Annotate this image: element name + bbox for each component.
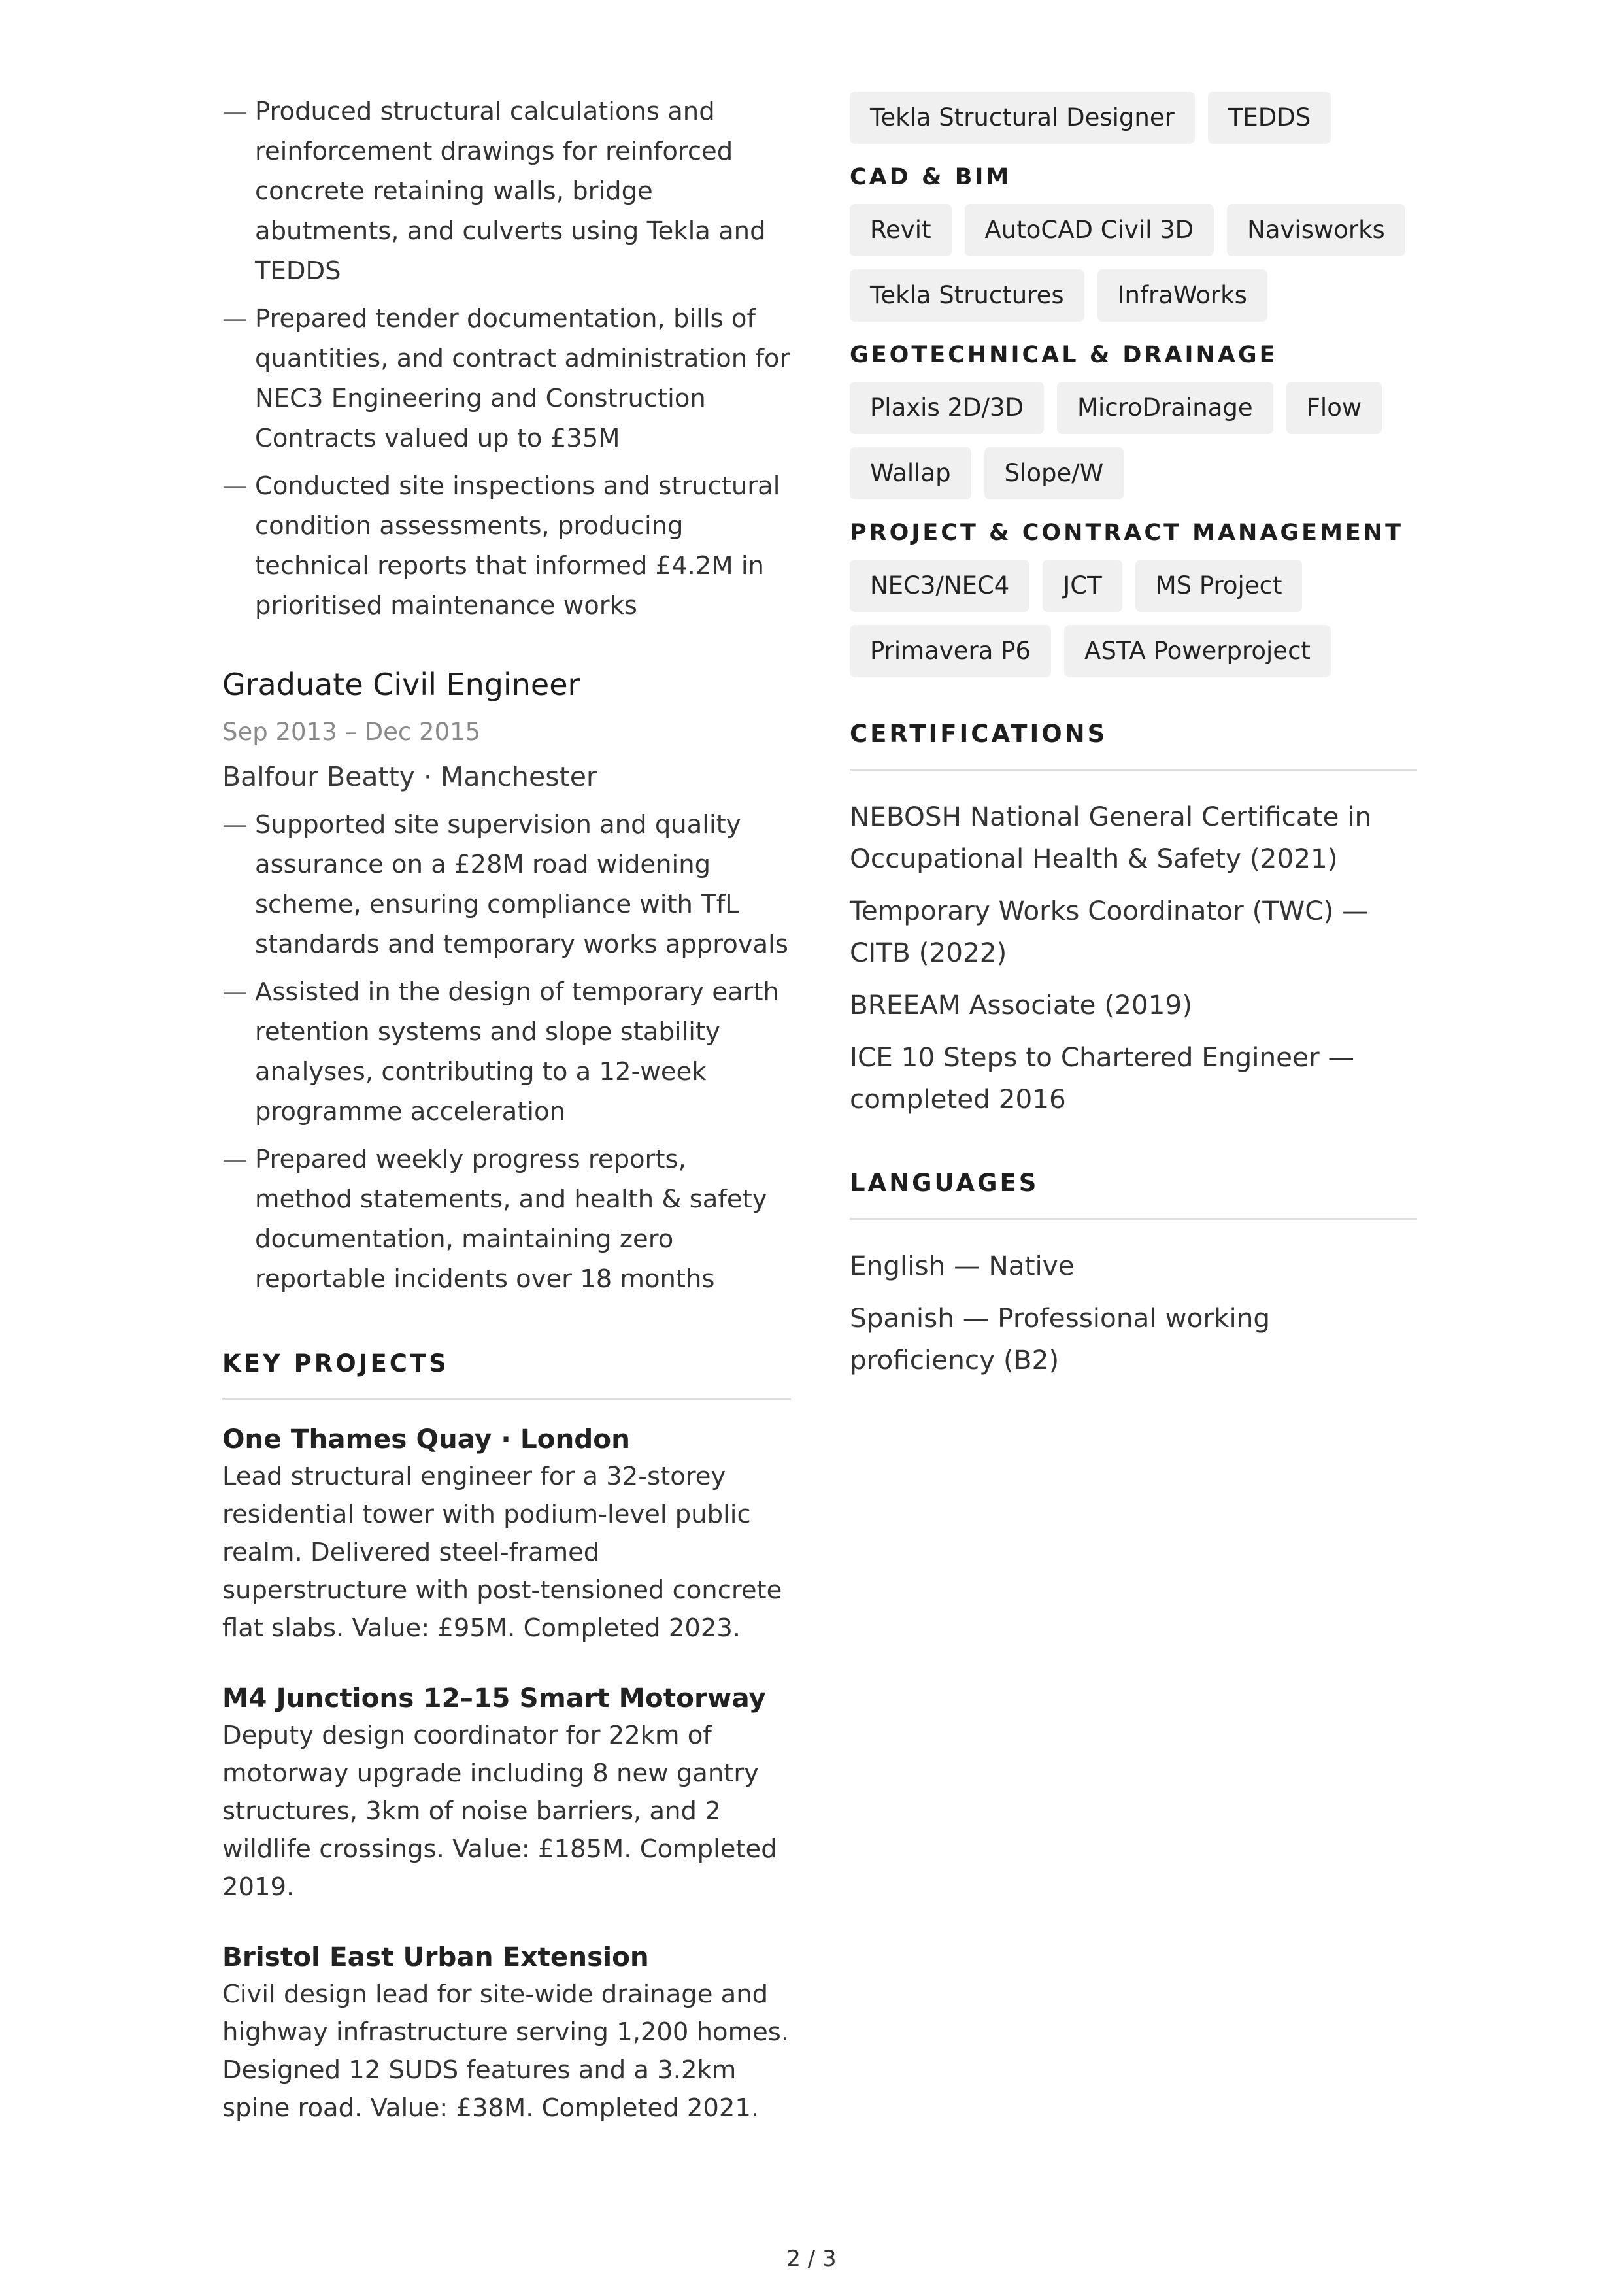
skill-tag: TEDDS	[1208, 92, 1331, 144]
bullet-item	[222, 805, 791, 964]
dash-marker: —	[222, 1145, 248, 1174]
project-description: Deputy design coordinator for 22km of motorway upgrade including 8 new gantry structures, 3km of noise barriers, and 2 wildlife crossings. Value: £185M. Completed 2019.	[222, 1721, 777, 1902]
right-column	[850, 92, 1417, 1391]
skill-tag: Plaxis 2D/3D	[850, 382, 1044, 434]
skill-tag: InfraWorks	[1097, 269, 1267, 322]
project-item	[222, 1938, 791, 2127]
certification-item: ICE 10 Steps to Chartered Engineer — completed 2016	[850, 1041, 1355, 1115]
dash-marker: —	[222, 304, 248, 333]
skill-tag: ASTA Powerproject	[1064, 625, 1331, 677]
dash-marker: —	[222, 471, 248, 501]
language-item: Spanish — Professional working proficiency (B2)	[850, 1302, 1271, 1376]
bullet-text: Prepared tender documentation, bills of quantities, and contract administration for NEC3 Engineering and Construction Contracts valued up to £35M	[255, 304, 790, 453]
job-bullets	[222, 805, 791, 1299]
certification-item: BREEAM Associate (2019)	[850, 989, 1192, 1021]
dash-marker: —	[222, 977, 248, 1007]
bullet-item	[222, 972, 791, 1132]
skill-group-heading: CAD & BIM	[850, 164, 1012, 190]
certification-item: Temporary Works Coordinator (TWC) — CITB (2022)	[850, 895, 1369, 968]
dash-marker: —	[222, 810, 248, 839]
skill-tag: NEC3/NEC4	[850, 560, 1029, 612]
job-dates: Sep 2013 – Dec 2015	[222, 718, 481, 746]
project-item	[222, 1420, 791, 1647]
skill-group-heading: PROJECT & CONTRACT MANAGEMENT	[850, 520, 1403, 546]
skill-tags-geotechnical	[850, 382, 1417, 499]
page-number: 2 / 3	[786, 2246, 837, 2272]
skill-tag: MS Project	[1135, 560, 1303, 612]
bullet-text: Produced structural calculations and reinforcement drawings for reinforced concrete retaining walls, bridge abutments, and culverts using Tekla and TEDDS	[255, 97, 766, 286]
skill-tags-cad-bim	[850, 204, 1417, 322]
project-title: One Thames Quay · London	[222, 1423, 630, 1455]
skill-tag: Navisworks	[1227, 204, 1405, 256]
skill-tag: Tekla Structural Designer	[850, 92, 1195, 144]
skill-tag: AutoCAD Civil 3D	[965, 204, 1214, 256]
top-skill-tags	[850, 92, 1417, 144]
skill-tag: Slope/W	[984, 447, 1124, 499]
skill-tag: JCT	[1043, 560, 1122, 612]
certification-item: NEBOSH National General Certificate in Occupational Health & Safety (2021)	[850, 801, 1372, 874]
bullet-text: Conducted site inspections and structural condition assessments, producing technical reports that informed £4.2M in prioritised maintenance works	[255, 471, 780, 620]
bullet-item	[222, 1140, 791, 1299]
skill-tag: Primavera P6	[850, 625, 1051, 677]
skill-tag: MicroDrainage	[1057, 382, 1273, 434]
left-column	[222, 92, 791, 2159]
project-title: M4 Junctions 12–15 Smart Motorway	[222, 1682, 766, 1714]
skill-tags-project-management	[850, 560, 1417, 677]
job-title: Graduate Civil Engineer	[222, 667, 580, 702]
skill-tag: Wallap	[850, 447, 971, 499]
bullet-item	[222, 466, 791, 626]
project-description: Civil design lead for site-wide drainage and highway infrastructure serving 1,200 homes. Designed 12 SUDS features and a 3.2km spine road. Value: £38M. Completed 2021.	[222, 1980, 790, 2123]
skill-tag: Revit	[850, 204, 952, 256]
bullet-item	[222, 92, 791, 291]
skill-tag: Tekla Structures	[850, 269, 1084, 322]
project-description: Lead structural engineer for a 32-storey residential tower with podium-level public realm. Delivered steel-framed superstructure with post-tensioned concrete flat slabs. Value: £95M. Completed 2023.	[222, 1462, 782, 1643]
certifications-heading: CERTIFICATIONS	[850, 718, 1417, 771]
languages-heading: LANGUAGES	[850, 1167, 1417, 1220]
bullet-item	[222, 299, 791, 458]
key-projects-heading: KEY PROJECTS	[222, 1347, 791, 1400]
bullet-text: Prepared weekly progress reports, method statements, and health & safety documentation, maintaining zero reportable incidents over 18 months	[255, 1145, 767, 1294]
job-company: Balfour Beatty · Manchester	[222, 761, 597, 792]
skill-tag: Flow	[1286, 382, 1382, 434]
bullet-text: Assisted in the design of temporary earth retention systems and slope stability analyses, contributing to a 12-week programme acceleration	[255, 977, 779, 1126]
project-title: Bristol East Urban Extension	[222, 1941, 649, 1972]
dash-marker: —	[222, 97, 248, 126]
project-item	[222, 1679, 791, 1906]
bullet-text: Supported site supervision and quality assurance on a £28M road widening scheme, ensuring compliance with TfL standards and temporary works approvals	[255, 810, 788, 959]
skill-group-heading: GEOTECHNICAL & DRAINAGE	[850, 342, 1278, 368]
prior-job-bullets	[222, 92, 791, 626]
language-item: English — Native	[850, 1250, 1075, 1281]
